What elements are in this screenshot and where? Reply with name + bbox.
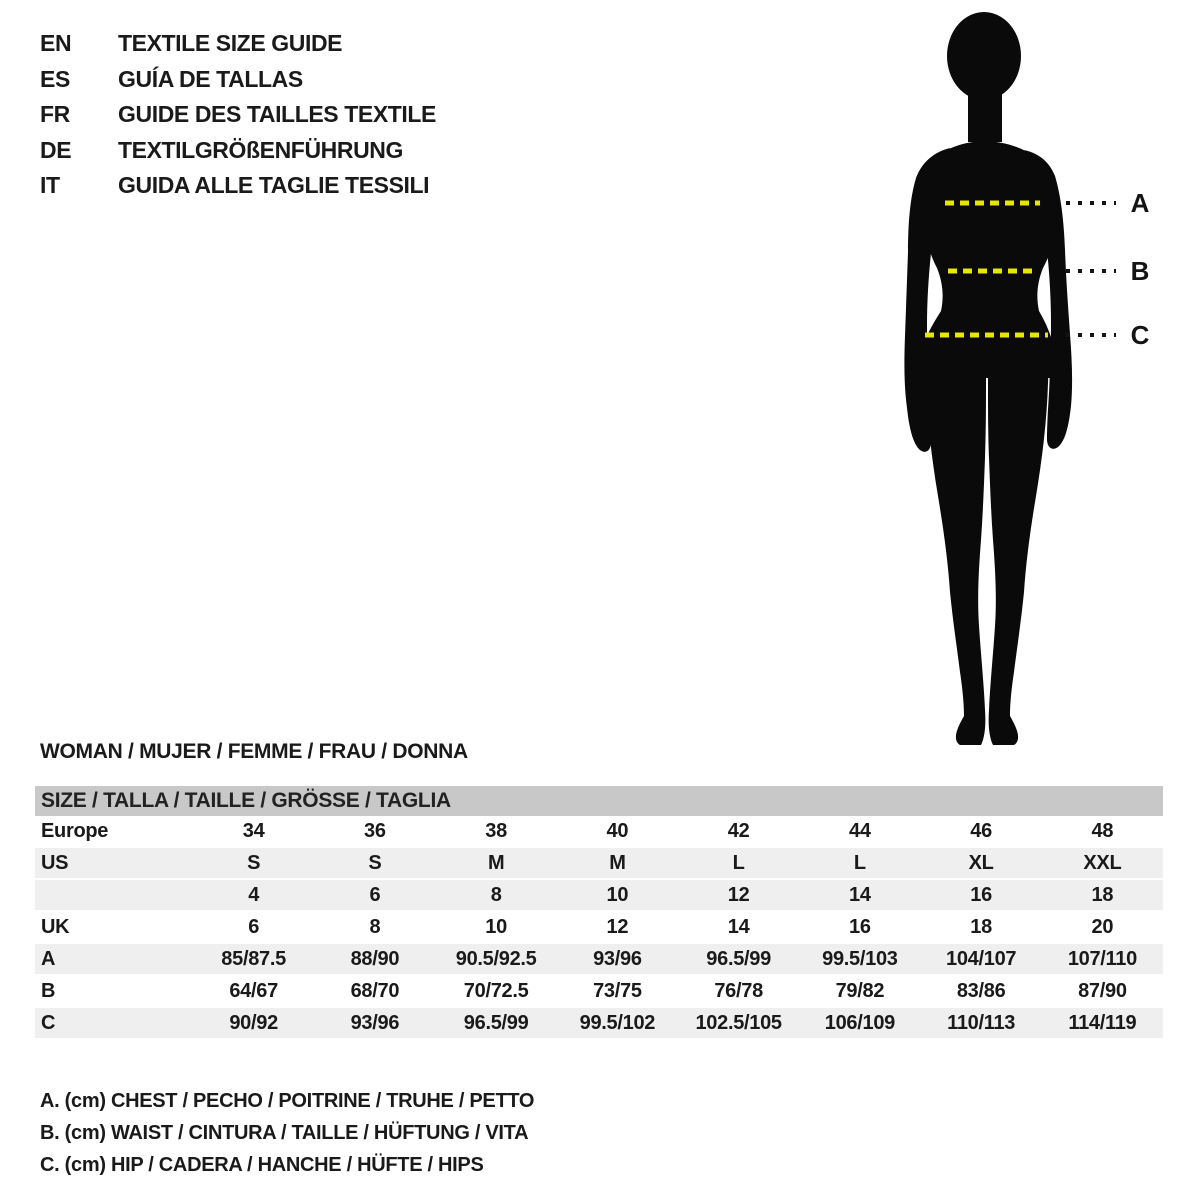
table-cell: 18 — [970, 915, 992, 938]
table-cell: 64/67 — [229, 979, 278, 1002]
table-cell: 10 — [606, 883, 629, 906]
table-row-label: US — [41, 851, 69, 874]
table-row — [35, 944, 1163, 976]
table-cell: 36 — [364, 819, 386, 842]
table-cell: 16 — [849, 915, 871, 938]
table-cell: M — [487, 851, 505, 874]
table-cell: 107/110 — [1067, 947, 1137, 970]
table-row — [35, 848, 1163, 880]
table-cell: 73/75 — [593, 979, 642, 1002]
table-cell: 99.5/103 — [822, 947, 898, 970]
language-title: GUÍA DE TALLAS — [118, 65, 303, 92]
table-cell: 96.5/99 — [463, 1011, 529, 1034]
table-cell: 96.5/99 — [706, 947, 771, 970]
language-title: GUIDE DES TAILLES TEXTILE — [118, 101, 436, 128]
table-cell: 16 — [970, 883, 992, 906]
language-row-es — [40, 62, 436, 98]
table-cell: 79/82 — [835, 979, 885, 1002]
language-title: TEXTILE SIZE GUIDE — [118, 30, 343, 57]
table-cell: 12 — [727, 883, 750, 906]
table-cell: 10 — [485, 915, 507, 938]
table-row — [35, 1008, 1163, 1040]
table-cell: 70/72.5 — [463, 979, 529, 1002]
table-cell: 106/109 — [824, 1011, 895, 1034]
table-cell: 90.5/92.5 — [455, 947, 537, 970]
table-cell: 12 — [606, 915, 629, 938]
table-row — [35, 912, 1163, 944]
table-cell: 93/96 — [593, 947, 642, 970]
table-cell: 88/90 — [350, 947, 400, 970]
table-cell: S — [247, 851, 261, 874]
language-title: TEXTILGRÖßENFÜHRUNG — [118, 136, 403, 163]
table-cell: 48 — [1091, 819, 1114, 842]
table-cell: 42 — [727, 819, 750, 842]
measurement-figure — [880, 0, 1200, 760]
table-cell: XXL — [1083, 851, 1122, 874]
language-code: FR — [40, 101, 70, 128]
marker-letter-c: C — [1130, 320, 1150, 350]
table-cell: 8 — [369, 915, 381, 938]
table-cell: 93/96 — [350, 1011, 400, 1034]
language-row-de — [40, 133, 436, 169]
table-cell: 20 — [1091, 915, 1114, 938]
size-table-body — [35, 816, 1163, 1040]
note-chest: A. (cm) CHEST / PECHO / POITRINE / TRUHE / PETTO — [40, 1089, 535, 1112]
woman-silhouette-icon — [880, 0, 1200, 760]
table-cell: 6 — [369, 883, 381, 906]
table-cell: 14 — [727, 915, 750, 938]
table-cell: 68/70 — [350, 979, 400, 1002]
table-cell: L — [732, 851, 745, 874]
language-code: DE — [40, 136, 72, 163]
table-row — [35, 816, 1163, 848]
marker-letter-b: B — [1130, 256, 1150, 286]
table-cell: 38 — [485, 819, 507, 842]
note-hip: C. (cm) HIP / CADERA / HANCHE / HÜFTE / HIPS — [40, 1153, 484, 1176]
table-row — [35, 880, 1163, 912]
table-row-label: B — [41, 979, 56, 1002]
language-row-en — [40, 26, 436, 62]
table-cell: 44 — [849, 819, 871, 842]
table-cell: 34 — [242, 819, 265, 842]
table-cell: 76/78 — [714, 979, 763, 1002]
table-cell: 18 — [1091, 883, 1114, 906]
table-cell: 110/113 — [947, 1011, 1016, 1034]
measurement-notes — [40, 1085, 534, 1181]
table-cell: S — [368, 851, 382, 874]
table-cell: 4 — [248, 883, 260, 906]
table-cell: XL — [968, 851, 994, 874]
table-row-label: UK — [41, 915, 70, 938]
language-list — [40, 26, 436, 204]
table-row — [35, 976, 1163, 1008]
table-cell: 46 — [970, 819, 992, 842]
table-cell: 90/92 — [229, 1011, 278, 1034]
table-cell: 83/86 — [956, 979, 1006, 1002]
language-code: ES — [40, 65, 70, 92]
table-cell: 87/90 — [1078, 979, 1127, 1002]
table-cell: 104/107 — [946, 947, 1017, 970]
language-row-it — [40, 168, 436, 204]
note-waist: B. (cm) WAIST / CINTURA / TAILLE / HÜFTUNG / VITA — [40, 1121, 529, 1144]
language-code: EN — [40, 30, 72, 57]
table-cell: 99.5/102 — [579, 1011, 656, 1034]
table-row-label: Europe — [41, 819, 109, 842]
table-cell: 40 — [606, 819, 629, 842]
size-table-header: SIZE / TALLA / TAILLE / GRÖSSE / TAGLIA — [35, 786, 1163, 816]
table-cell: 8 — [490, 883, 502, 906]
table-cell: M — [609, 851, 626, 874]
section-title: WOMAN / MUJER / FEMME / FRAU / DONNA — [40, 740, 468, 763]
table-cell: 6 — [248, 915, 260, 938]
table-cell: 85/87.5 — [221, 947, 286, 970]
marker-letter-a: A — [1130, 188, 1150, 218]
table-cell: L — [853, 851, 866, 874]
table-row-label: A — [41, 947, 56, 970]
table-cell: 14 — [849, 883, 871, 906]
table-row-label: C — [41, 1011, 56, 1034]
language-title: GUIDA ALLE TAGLIE TESSILI — [118, 172, 430, 199]
size-table — [35, 786, 1163, 1040]
language-code: IT — [40, 172, 60, 199]
table-cell: 114/119 — [1068, 1011, 1137, 1034]
language-row-fr — [40, 97, 436, 133]
table-cell: 102.5/105 — [695, 1011, 782, 1034]
